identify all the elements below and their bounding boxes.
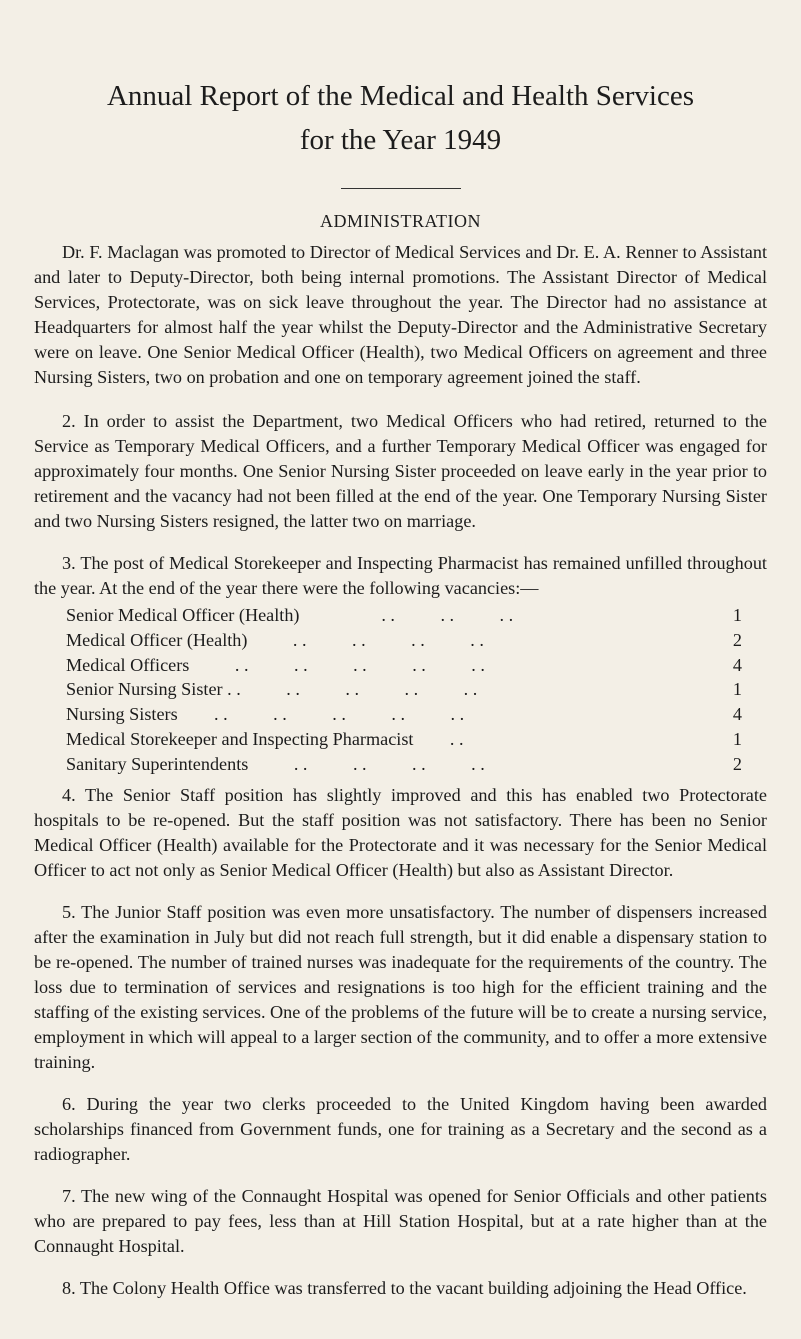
paragraph-7: 7. The new wing of the Connaught Hospital was opened for Senior Officials and other patients who are prepared to pay fees, less than at Hill Station Hospital, but at a rate higher than at the Connaught Hospital. [34,1185,767,1256]
paragraph-4: 4. The Senior Staff position has slightly improved and this has enabled two Protectorate hospitals to be re-opened. But the staff position was not satisfactory. There has been no Senior Medical Officer (Health) available for the Protectorate and it was necessary for the Senior Medical Officer to act not only as Senior Medical Officer (Health) but also as Assistant Director. [34,784,767,880]
vacancy-row [34,727,742,752]
vacancy-label: Sanitary Superintendents . . . . . . . . [66,753,485,774]
vacancy-count: 1 [732,605,742,625]
paragraph-2: 2. In order to assist the Department, two Medical Officers who had retired, returned to the Service as Temporary Medical Officers, and a further Temporary Medical Officer was engaged for approximately four months. One Senior Nursing Sister proceeded on leave early in the year prior to retirement and the vacancy had not been filled at the end of the year. One Temporary Nursing Sister and two Nursing Sisters resigned, the latter two on marriage. [34,411,767,531]
vacancy-row [34,677,742,702]
vacancy-row [34,752,742,777]
paragraph-8: 8. The Colony Health Office was transferred to the vacant building adjoining the Head Office. [62,1277,747,1298]
vacancy-label: Medical Officer (Health) . . . . . . . . [66,629,484,650]
vacancy-row [34,653,742,678]
vacancy-row [34,628,742,653]
vacancy-count: 1 [732,728,742,749]
report-title [34,74,767,162]
vacancy-count: 2 [732,753,742,774]
vacancy-label: Medical Officers . . . . . . . . . . [66,654,485,675]
vacancy-label: Nursing Sisters . . . . . . . . . . [66,704,465,725]
title-divider [341,188,461,189]
vacancy-count: 1 [732,679,742,700]
vacancies-list [34,603,742,777]
vacancy-count: 2 [732,629,742,650]
vacancy-label: Senior Nursing Sister . . . . . . . . . . [66,679,478,700]
vacancy-label: Medical Storekeeper and Inspecting Pharmacist . . [66,728,464,749]
vacancy-row [34,603,742,628]
report-title-line2: for the Year 1949 [299,124,502,156]
paragraph-1: Dr. F. Maclagan was promoted to Director of Medical Services and Dr. E. A. Renner to Assistant and later to Deputy-Director, both being internal promotions. The Assistant Director of Medical Services, Protectorate, was on sick leave throughout the year. The Director had no assistance at Headquarters for almost half the year whilst the Deputy-Director and the Administrative Secretary were on leave. One Senior Medical Officer (Health), two Medical Officers on agreement and three Nursing Sisters, two on probation and one on temporary agreement joined the staff. [34,242,767,387]
vacancy-count: 4 [732,704,742,725]
paragraph-6: 6. During the year two clerks proceeded to the United Kingdom having been awarded scholarships financed from Government funds, one for training as a Secretary and the second as a radiographer. [34,1093,767,1164]
paragraph-5: 5. The Junior Staff position was even more unsatisfactory. The number of dispensers increased after the examination in July but did not reach full strength, but it did enable a dispensary station to be re-opened. The number of trained nurses was inadequate for the requirements of the country. The loss due to termination of services and resignations is too high for the efficient training and the staffing of the existing services. One of the problems of the future will be to create a nursing service, employment in which will appeal to a larger section of the community, and to offer a more extensive training. [34,901,767,1072]
vacancy-label: Senior Medical Officer (Health) . . . . . . [66,605,514,625]
vacancy-count: 4 [732,654,742,675]
section-heading: ADMINISTRATION [320,211,481,231]
vacancy-row [34,702,742,727]
report-title-line1: Annual Report of the Medical and Health Services [106,80,695,112]
paragraph-3: 3. The post of Medical Storekeeper and Inspecting Pharmacist has remained unfilled throughout the year. At the end of the year there were the following vacancies:— [34,553,767,598]
